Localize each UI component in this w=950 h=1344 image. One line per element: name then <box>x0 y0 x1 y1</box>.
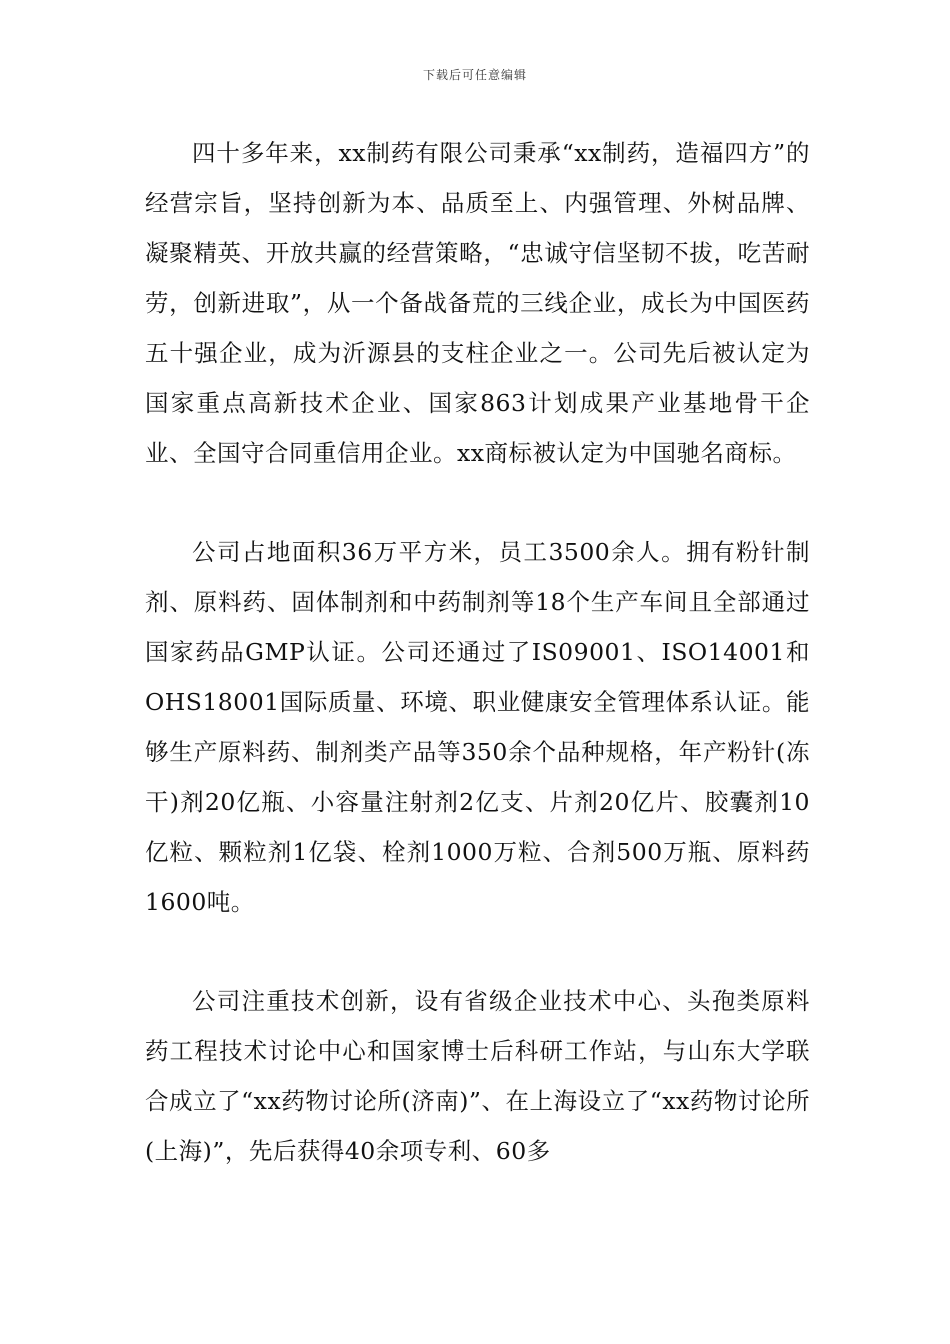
document-body <box>145 128 810 1176</box>
paragraph-company-scale: 公司占地面积36万平方米，员工3500余人。拥有粉针制剂、原料药、固体制剂和中药制剂等18个生产车间且全部通过国家药品GMP认证。公司还通过了IS09001、ISO14001和OHS18001国际质量、环境、职业健康安全管理体系认证。能够生产原料药、制剂类产品等350余个品种规格，年产粉针(冻干)剂20亿瓶、小容量注射剂2亿支、片剂20亿片、胶囊剂10亿粒、颗粒剂1亿袋、栓剂1000万粒、合剂500万瓶、原料药1600吨。 <box>145 538 810 916</box>
paragraph-company-history: 四十多年来，xx制药有限公司秉承“xx制药，造福四方”的经营宗旨，坚持创新为本、品质至上、内强管理、外树品牌、凝聚精英、开放共赢的经营策略，“忠诚守信坚韧不拔，吃苦耐劳，创新进取”，从一个备战备荒的三线企业，成长为中国医药五十强企业，成为沂源县的支柱企业之一。公司先后被认定为国家重点高新技术企业、国家863计划成果产业基地骨干企业、全国守合同重信用企业。xx商标被认定为中国驰名商标。 <box>145 139 810 467</box>
page-header-note: 下载后可任意编辑 <box>422 68 527 82</box>
paragraph-technical-innovation: 公司注重技术创新，设有省级企业技术中心、头孢类原料药工程技术讨论中心和国家博士后科研工作站，与山东大学联合成立了“xx药物讨论所(济南)”、在上海设立了“xx药物讨论所(上海)”，先后获得40余项专利、60多 <box>145 987 810 1165</box>
